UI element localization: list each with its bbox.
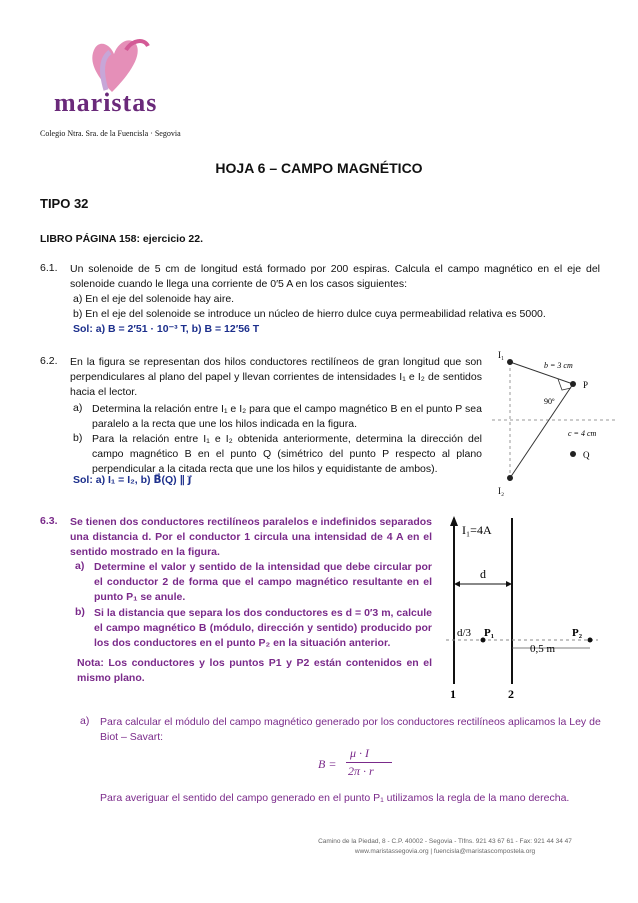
- label-q: Q: [583, 450, 590, 460]
- formula-denominator: 2π · r: [348, 764, 374, 778]
- problem-number: 6.1.: [40, 262, 58, 274]
- problem-item: Determine el valor y sentido de la intensidad que debe circular por el conductor 2 de forma que el campo magnético resultante en el punto P₁ se anule.: [94, 561, 432, 603]
- label-angle: 90º: [544, 397, 555, 406]
- answer-text: Para averiguar el sentido del campo generado en el punto P₁ utilizamos la regla de la mano derecha.: [100, 792, 570, 804]
- problem-text: Un solenoide de 5 cm de longitud está formado por 200 espiras. Calcula el campo magnético en el eje del solenoide cuando le llega una corriente de 0′5 A en los casos siguientes:: [70, 263, 600, 290]
- label-i1: I₁: [498, 350, 505, 360]
- answer-text: Para calcular el módulo del campo magnético generado por los conductores rectilíneos aplicamos la Ley de Biot – Savart:: [100, 716, 601, 743]
- label-conductor-2: 2: [508, 687, 514, 701]
- school-name: Colegio Ntra. Sra. de la Fuencisla · Segovia: [40, 129, 181, 138]
- solution-text: Sol: a) I₁ = I₂, b) B⃗(Q) ∥ j⃗: [73, 474, 192, 486]
- formula-lhs: B =: [318, 757, 337, 771]
- nota-text: Nota: Los conductores y los puntos P1 y P2 están contenidos en el mismo plano.: [77, 657, 432, 684]
- label-c: c = 4 cm: [568, 429, 597, 438]
- problem-number: 6.2.: [40, 355, 58, 367]
- answer-label: a): [80, 715, 90, 727]
- label-i2: I₂: [498, 486, 505, 496]
- label-p2: P₂: [572, 627, 583, 639]
- item-label: b): [75, 606, 85, 618]
- footer-address: Camino de la Piedad, 8 - C.P. 40002 - Segovia - Tlfns. 921 43 67 61 - Fax: 921 44 34 47: [318, 838, 572, 845]
- label-conductor-1: 1: [450, 687, 456, 701]
- problem-text: Se tienen dos conductores rectilíneos paralelos e indefinidos separados una distancia d. Por el conductor 1 circula una intensidad de 4 A en el sentido mostrado en la figura.: [70, 516, 432, 558]
- label-i1: I₁=4A: [462, 523, 492, 537]
- solution-text: Sol: a) B = 2′51 · 10⁻³ T, b) B = 12′56 T: [73, 323, 260, 335]
- problem-item: Si la distancia que separa los dos conductores es d = 0′3 m, calcule el campo magnético B (módulo, dirección y sentido) producido por los dos conductores en el punto P₂ en la situación anterior.: [94, 607, 432, 649]
- libro-reference: LIBRO PÁGINA 158: ejercicio 22.: [40, 233, 204, 245]
- formula-bar: [346, 762, 392, 763]
- figure-wires-p-q: [488, 348, 628, 498]
- footer-web: www.maristassegovia.org | fuencisla@maristascompostela.org: [354, 848, 536, 855]
- figure-parallel-conductors: [442, 514, 602, 704]
- label-distance: 0,5 m: [530, 643, 556, 655]
- item-label: a): [75, 560, 85, 572]
- logo: [40, 30, 190, 130]
- logo-text: maristas: [54, 88, 158, 117]
- formula-numerator: μ · I: [350, 746, 370, 760]
- item-label: b): [73, 432, 83, 444]
- label-b: b = 3 cm: [544, 361, 573, 370]
- problem-item: a) En el eje del solenoide hay aire.: [73, 293, 235, 305]
- problem-item: Determina la relación entre I₁ e I₂ para que el campo magnético B en el punto P sea paralelo a la recta que une los hilos indicada en la figura.: [92, 403, 482, 430]
- section-tipo: TIPO 32: [40, 196, 89, 211]
- item-label: a): [73, 402, 83, 414]
- problem-item: Para la relación entre I₁ e I₂ obtenida anteriormente, determina la dirección del campo magnético B en el punto Q (simétrico del punto P respecto al plano perpendicular a la citada recta que une los hilos y equidistante de ambos).: [92, 433, 482, 475]
- label-d: d: [480, 567, 486, 581]
- problem-item: b) En el eje del solenoide se introduce un núcleo de hierro dulce cuya permeabilidad relativa es 5000.: [73, 308, 546, 320]
- page-title: HOJA 6 – CAMPO MAGNÉTICO: [215, 160, 423, 176]
- label-p1: P₁: [484, 627, 495, 639]
- problem-number: 6.3.: [40, 515, 58, 527]
- label-d3: d/3: [457, 627, 472, 639]
- problem-text: En la figura se representan dos hilos conductores rectilíneos de gran longitud que son perpendiculares al plano del papel y llevan corrientes de intensidades I₁ e I₂ de sentidos hacia el lector.: [70, 356, 482, 398]
- label-p: P: [583, 380, 589, 390]
